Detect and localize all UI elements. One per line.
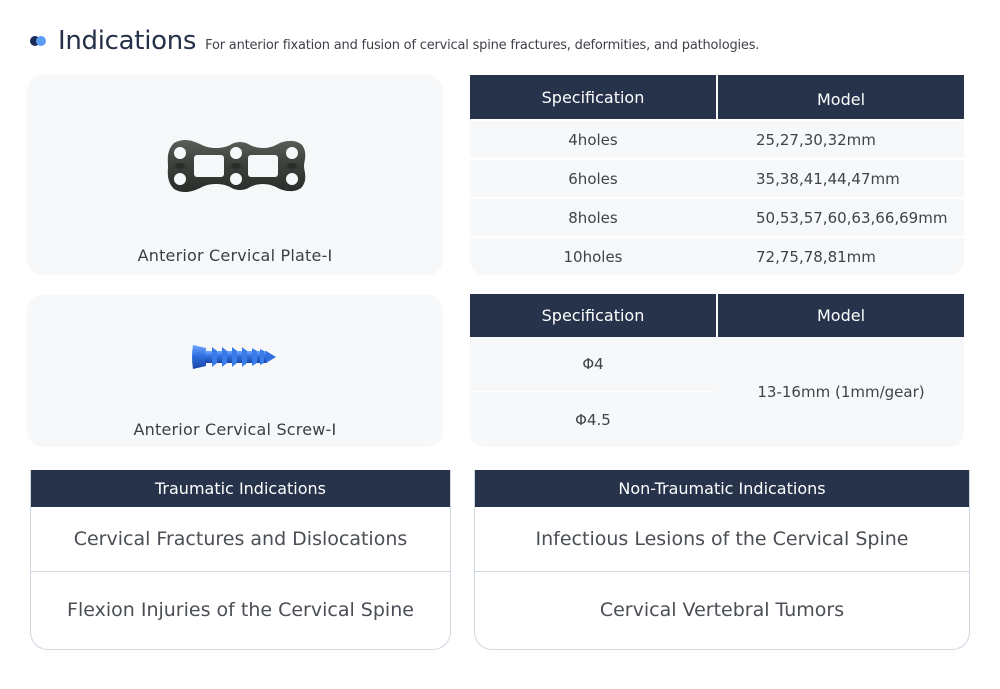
traumatic-indications-panel (30, 470, 451, 650)
column-header-specification: Specification (470, 75, 716, 119)
table-header (470, 294, 964, 337)
spec-cell: 10holes (563, 247, 623, 266)
page-subtitle: For anterior fixation and fusion of cervical spine fractures, deformities, and pathologies. (205, 37, 760, 53)
model-cell: 72,75,78,81mm (756, 247, 876, 266)
indication-item: Infectious Lesions of the Cervical Spine (475, 507, 969, 572)
column-header-model: Model (718, 294, 964, 337)
product-card-screw (27, 295, 443, 447)
spec-cell: Φ4 (470, 337, 716, 392)
non-traumatic-indications-panel (474, 470, 970, 650)
table-row (470, 197, 964, 236)
page-header (30, 26, 759, 56)
bullet-dots-icon (30, 35, 48, 47)
spec-cell: 6holes (568, 169, 618, 188)
model-cell: 35,38,41,44,47mm (756, 169, 900, 188)
indication-item: Cervical Vertebral Tumors (599, 599, 845, 621)
table-row (470, 158, 964, 197)
indication-item: Flexion Injuries of the Cervical Spine (67, 599, 414, 621)
panel-header: Non-Traumatic Indications (475, 470, 969, 507)
product-name: Anterior Cervical Screw-I (133, 420, 337, 439)
product-card-plate (27, 75, 443, 275)
model-cell-merged: 13-16mm (1mm/gear) (757, 383, 925, 401)
spec-table-screw (470, 294, 964, 447)
model-cell: 25,27,30,32mm (756, 130, 876, 149)
column-header-model: Model (718, 75, 964, 119)
table-row (470, 236, 964, 275)
table-header (470, 75, 964, 119)
panel-header: Traumatic Indications (31, 470, 450, 507)
table-row (470, 119, 964, 158)
page-title: Indications (58, 26, 197, 56)
cervical-screw-icon (190, 341, 278, 373)
indication-item: Cervical Fractures and Dislocations (31, 507, 450, 572)
product-name: Anterior Cervical Plate-I (137, 246, 333, 265)
spec-cell: 4holes (568, 130, 618, 149)
model-cell: 50,53,57,60,63,66,69mm (756, 208, 948, 227)
spec-cell: 8holes (568, 208, 618, 227)
column-header-specification: Specification (470, 294, 716, 337)
spec-cell: Φ4.5 (575, 410, 611, 429)
spec-table-plate (470, 75, 964, 275)
cervical-plate-icon (162, 135, 310, 197)
